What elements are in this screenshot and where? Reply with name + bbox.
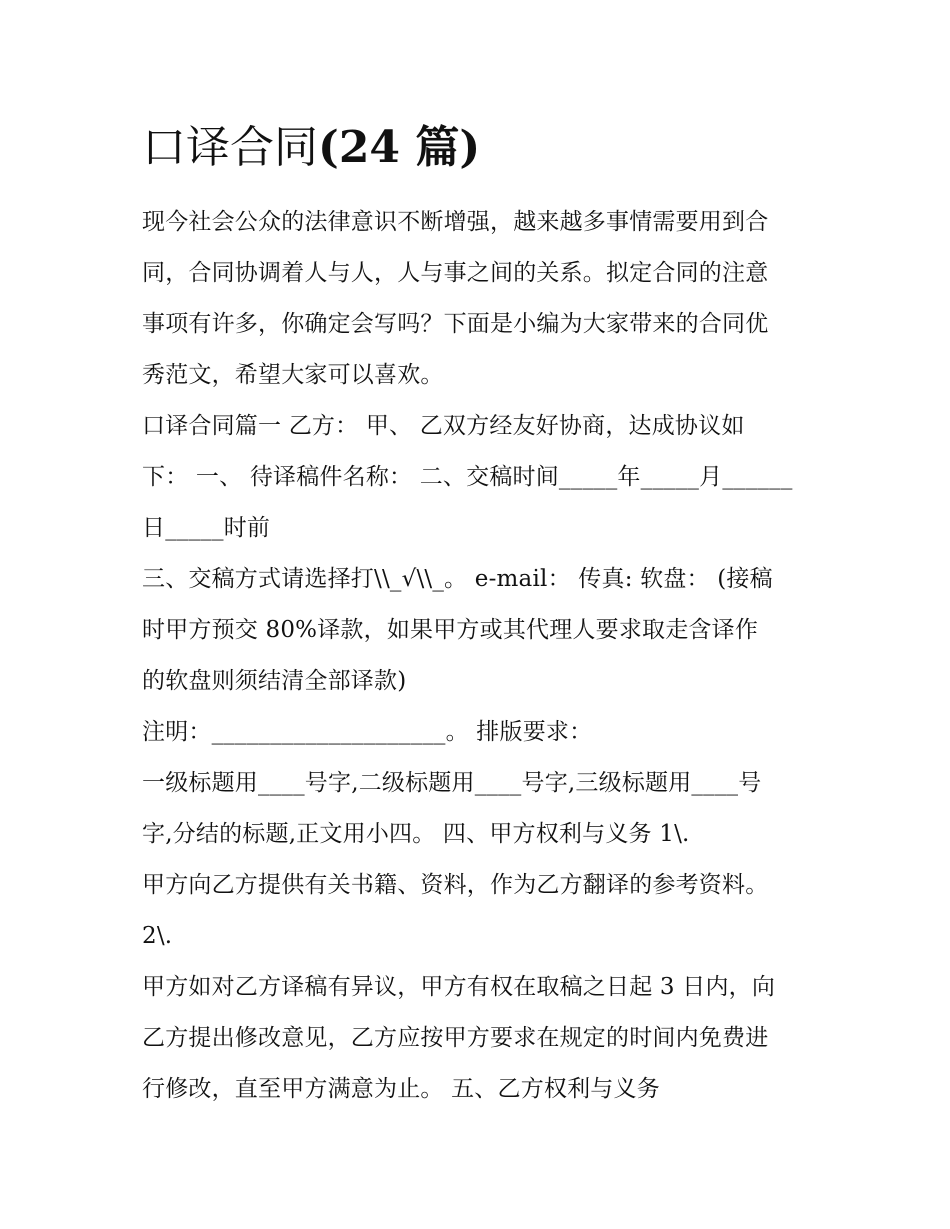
body-line: 行修改，直至甲方满意为止。 五、乙方权利与义务: [142, 1076, 660, 1102]
body-line: 事项有许多，你确定会写吗？下面是小编为大家带来的合同优: [142, 311, 769, 337]
body-line: 2\.: [142, 923, 173, 949]
body-line: 秀范文，希望大家可以喜欢。: [142, 362, 444, 388]
body-line: 口译合同篇一 乙方： 甲、 乙双方经友好协商，达成协议如: [142, 413, 745, 439]
document-title: [142, 118, 480, 178]
document-body: [142, 197, 814, 1115]
document-title-suffix: (24 篇): [318, 122, 481, 173]
body-line: 日_____时前: [142, 515, 271, 541]
body-line: 甲方如对乙方译稿有异议，甲方有权在取稿之日起 3 日内，向: [142, 974, 776, 1000]
body-line: 乙方提出修改意见，乙方应按甲方要求在规定的时间内免费进: [142, 1025, 769, 1051]
body-line: 现今社会公众的法律意识不断增强，越来越多事情需要用到合: [142, 209, 769, 235]
body-line: 同，合同协调着人与人，人与事之间的关系。拟定合同的注意: [142, 260, 769, 286]
body-line: 字,分结的标题,正文用小四。 四、甲方权利与义务 1\.: [142, 821, 690, 847]
body-line: 注明：____________________。 排版要求：: [142, 719, 593, 745]
body-line: 的软盘则须结清全部译款): [142, 668, 407, 694]
body-line: 三、交稿方式请选择打\\_√\\_。 e-mail： 传真: 软盘： (接稿: [142, 566, 773, 592]
body-line: 时甲方预交 80%译款，如果甲方或其代理人要求取走含译作: [142, 617, 759, 643]
body-line: 甲方向乙方提供有关书籍、资料，作为乙方翻译的参考资料。: [142, 872, 769, 898]
body-line: 下： 一、 待译稿件名称： 二、交稿时间_____年_____月______: [142, 464, 793, 490]
document-title-main: 口译合同: [142, 122, 318, 173]
body-line: 一级标题用____号字,二级标题用____号字,三级标题用____号: [142, 770, 762, 796]
